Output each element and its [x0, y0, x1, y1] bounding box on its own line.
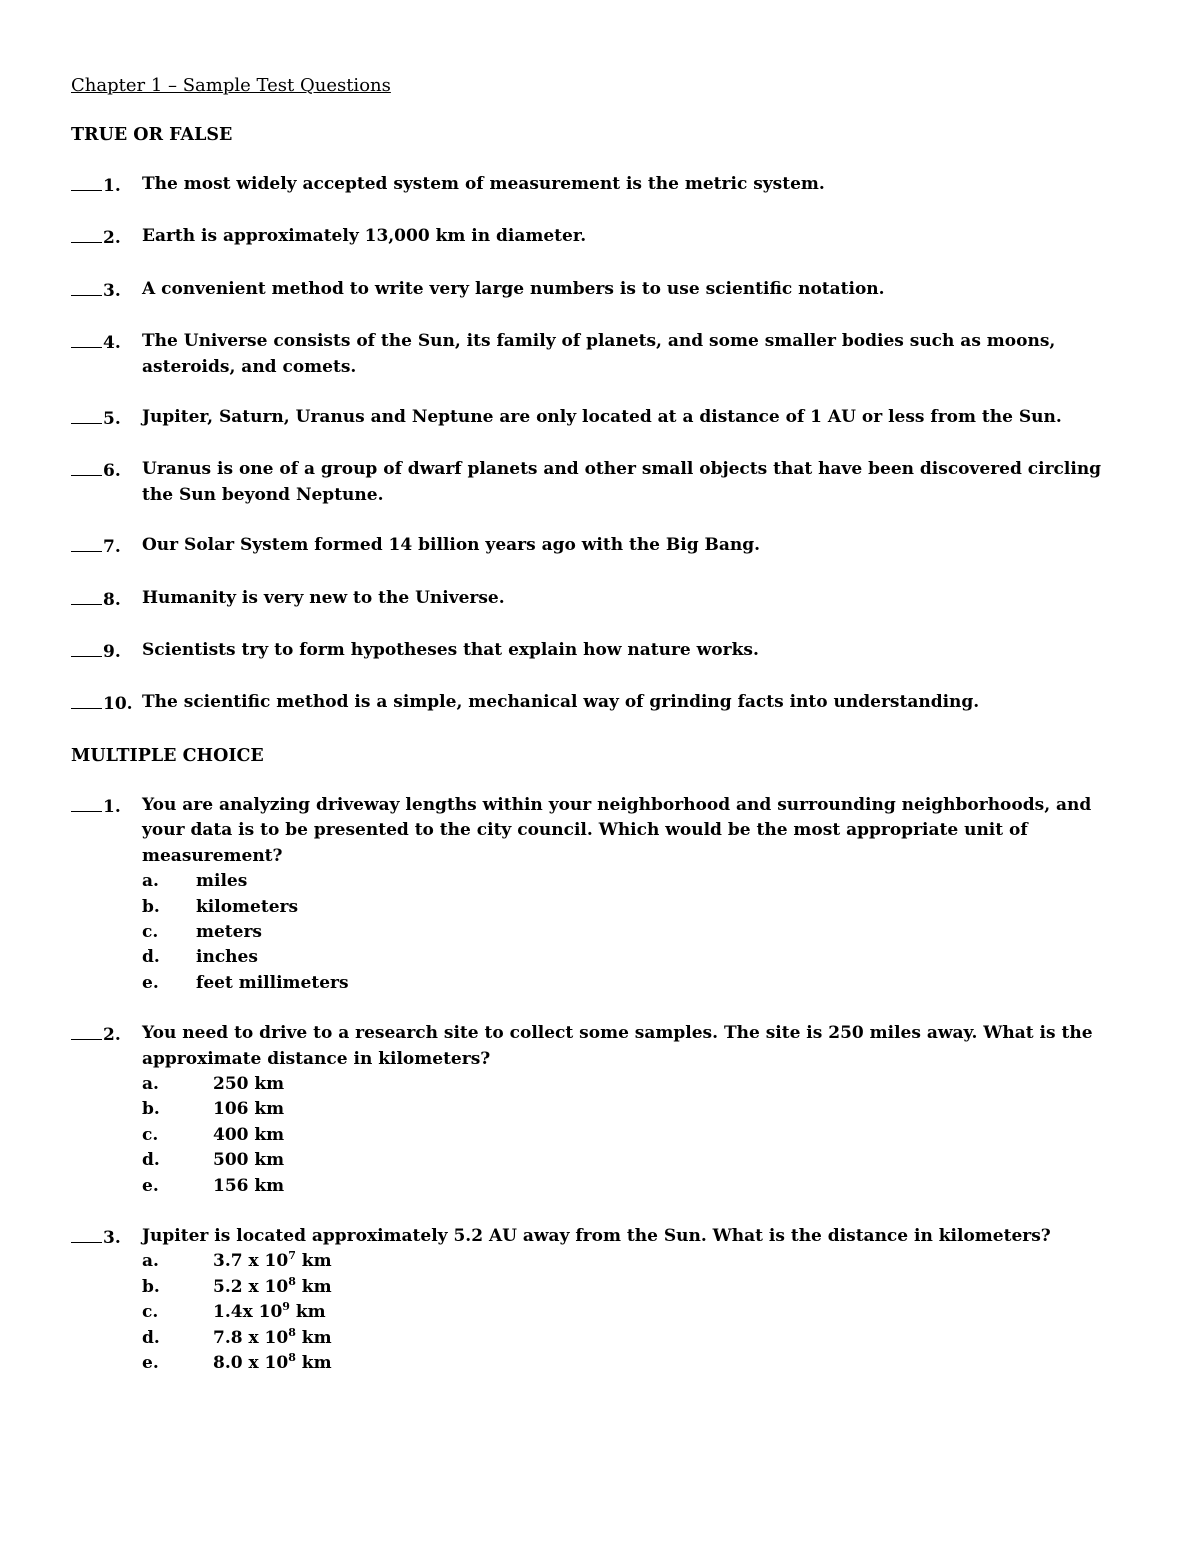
question-text: You are analyzing driveway lengths within your neighborhood and surrounding neighborhoods, and your data is to be presented to the city council. Which would be the most appropriate unit of measurement?	[142, 794, 1092, 866]
option-text	[213, 1249, 332, 1274]
answer-blank-and-number	[71, 1224, 142, 1251]
option-letter: d.	[142, 947, 160, 968]
option-b	[142, 895, 1131, 920]
question-text: Earth is approximately 13,000 km in diameter.	[142, 226, 587, 247]
answer-blank[interactable]	[71, 690, 102, 709]
question-number: 8.	[103, 589, 121, 610]
answer-blank[interactable]	[71, 533, 102, 552]
answer-blank-and-number	[71, 533, 142, 560]
true-false-heading: TRUE OR FALSE	[71, 125, 233, 145]
option-letter: b.	[142, 896, 160, 917]
question-text: The most widely accepted system of measurement is the metric system.	[142, 174, 825, 194]
tf-question-9	[71, 638, 1131, 665]
page-title: Chapter 1 – Sample Test Questions	[71, 75, 391, 96]
option-text: 500 km	[213, 1150, 285, 1171]
answer-blank-and-number	[71, 690, 142, 717]
answer-options	[142, 1249, 1131, 1376]
option-e	[142, 1174, 1131, 1199]
question-number: 1.	[103, 176, 121, 196]
question-number: 2.	[103, 228, 121, 249]
answer-blank-and-number	[71, 638, 142, 665]
answer-blank-and-number	[71, 457, 142, 484]
option-unit: km	[295, 1353, 332, 1373]
option-exponent: 8	[288, 1351, 296, 1364]
option-a	[142, 1072, 1131, 1097]
multiple-choice-heading: MULTIPLE CHOICE	[71, 745, 264, 766]
mc-question-1	[71, 793, 1131, 996]
question-number: 6.	[103, 461, 121, 482]
mc-question-2	[71, 1021, 1131, 1199]
question-text: The scientific method is a simple, mechanical way of grinding facts into understanding.	[142, 692, 980, 713]
option-text	[213, 1351, 332, 1376]
answer-blank-and-number	[71, 405, 142, 432]
option-text: inches	[196, 947, 258, 968]
answer-blank-and-number	[71, 586, 142, 613]
option-letter: e.	[142, 972, 159, 993]
tf-question-3	[71, 277, 1131, 304]
answer-blank[interactable]	[71, 638, 102, 657]
tf-question-7	[71, 533, 1131, 560]
option-letter: a.	[142, 871, 159, 892]
question-text: Uranus is one of a group of dwarf planets and other small objects that have been discovered circling the Sun beyond Neptune.	[142, 459, 1102, 505]
option-base: 1.4x 10	[213, 1302, 283, 1323]
option-a	[142, 869, 1131, 894]
mc-question-3	[71, 1224, 1131, 1376]
answer-blank-and-number	[71, 277, 142, 304]
option-letter: a.	[142, 1073, 159, 1094]
answer-blank[interactable]	[71, 329, 102, 348]
option-base: 8.0 x 10	[213, 1353, 289, 1373]
option-letter: d.	[142, 1327, 160, 1348]
option-c	[142, 1123, 1131, 1148]
answer-blank[interactable]	[71, 1224, 102, 1243]
option-e	[142, 971, 1131, 996]
answer-blank[interactable]	[71, 793, 102, 812]
option-text	[213, 1275, 332, 1300]
option-letter: b.	[142, 1099, 160, 1120]
answer-blank[interactable]	[71, 586, 102, 605]
question-number: 4.	[103, 333, 121, 354]
option-text: 106 km	[213, 1099, 285, 1120]
option-text: kilometers	[196, 896, 299, 917]
test-document	[71, 72, 1131, 1401]
option-text: 400 km	[213, 1124, 285, 1145]
option-exponent: 7	[288, 1249, 296, 1263]
option-base: 3.7 x 10	[213, 1251, 289, 1272]
tf-question-10	[71, 690, 1131, 717]
option-text: 156 km	[213, 1175, 285, 1196]
option-letter: d.	[142, 1150, 160, 1171]
answer-blank-and-number	[71, 329, 142, 356]
option-base: 7.8 x 10	[213, 1327, 289, 1348]
option-unit: km	[295, 1276, 332, 1297]
option-letter: a.	[142, 1251, 159, 1272]
answer-blank[interactable]	[71, 224, 102, 243]
answer-blank[interactable]	[71, 457, 102, 476]
option-c	[142, 1300, 1131, 1325]
option-letter: e.	[142, 1175, 159, 1196]
option-base: 5.2 x 10	[213, 1276, 289, 1297]
option-letter: c.	[142, 1302, 159, 1323]
option-text: miles	[196, 871, 248, 892]
answer-options	[142, 869, 1131, 996]
question-body	[142, 1021, 1131, 1199]
question-body	[142, 793, 1131, 996]
option-b	[142, 1275, 1131, 1300]
option-text: feet millimeters	[196, 972, 349, 993]
tf-question-6	[71, 457, 1131, 508]
tf-question-4	[71, 329, 1131, 380]
option-text	[213, 1300, 326, 1325]
answer-blank[interactable]	[71, 277, 102, 296]
question-text: Scientists try to form hypotheses that explain how nature works.	[142, 640, 759, 661]
option-letter: e.	[142, 1353, 159, 1373]
question-text: Humanity is very new to the Universe.	[142, 587, 505, 608]
option-letter: c.	[142, 1124, 159, 1145]
question-number: 9.	[103, 642, 121, 663]
question-number: 3.	[103, 1227, 121, 1248]
option-exponent: 8	[288, 1274, 296, 1288]
question-text: A convenient method to write very large numbers is to use scientific notation.	[142, 278, 885, 299]
question-number: 5.	[103, 409, 121, 430]
question-text: Our Solar System formed 14 billion years ago with the Big Bang.	[142, 535, 761, 556]
answer-blank-and-number	[71, 793, 142, 820]
option-d	[142, 1148, 1131, 1173]
question-number: 7.	[103, 537, 121, 558]
option-c	[142, 920, 1131, 945]
tf-question-2	[71, 224, 1131, 251]
answer-blank-and-number	[71, 224, 142, 251]
option-unit: km	[295, 1327, 332, 1348]
answer-blank-and-number	[71, 172, 142, 199]
option-a	[142, 1249, 1131, 1274]
answer-blank[interactable]	[71, 172, 102, 191]
question-number: 2.	[103, 1025, 121, 1046]
option-exponent: 9	[282, 1300, 290, 1314]
option-d	[142, 945, 1131, 970]
option-text: 250 km	[213, 1073, 285, 1094]
option-unit: km	[295, 1251, 332, 1272]
tf-question-1	[71, 172, 1131, 199]
answer-blank-and-number	[71, 1021, 142, 1048]
question-text: Jupiter is located approximately 5.2 AU away from the Sun. What is the distance in kilometers?	[142, 1225, 1051, 1246]
option-e	[142, 1351, 1131, 1376]
option-unit: km	[289, 1302, 326, 1323]
answer-blank[interactable]	[71, 1021, 102, 1040]
question-number: 10.	[103, 694, 133, 715]
tf-question-8	[71, 586, 1131, 613]
option-exponent: 8	[288, 1325, 296, 1339]
option-text	[213, 1326, 332, 1351]
option-letter: c.	[142, 921, 159, 942]
option-letter: b.	[142, 1276, 160, 1297]
question-body	[142, 1224, 1131, 1376]
option-text: meters	[196, 921, 262, 942]
option-d	[142, 1326, 1131, 1351]
question-text: The Universe consists of the Sun, its family of planets, and some smaller bodies such as moons, asteroids, and comets.	[142, 331, 1056, 377]
question-number: 3.	[103, 280, 121, 301]
question-text: You need to drive to a research site to collect some samples. The site is 250 miles away. What is the approximate distance in kilometers?	[142, 1023, 1093, 1069]
answer-options	[142, 1072, 1131, 1199]
question-text: Jupiter, Saturn, Uranus and Neptune are only located at a distance of 1 AU or less from the Sun.	[142, 407, 1062, 428]
option-b	[142, 1097, 1131, 1122]
tf-question-5	[71, 405, 1131, 432]
answer-blank[interactable]	[71, 405, 102, 424]
question-number: 1.	[103, 796, 121, 817]
